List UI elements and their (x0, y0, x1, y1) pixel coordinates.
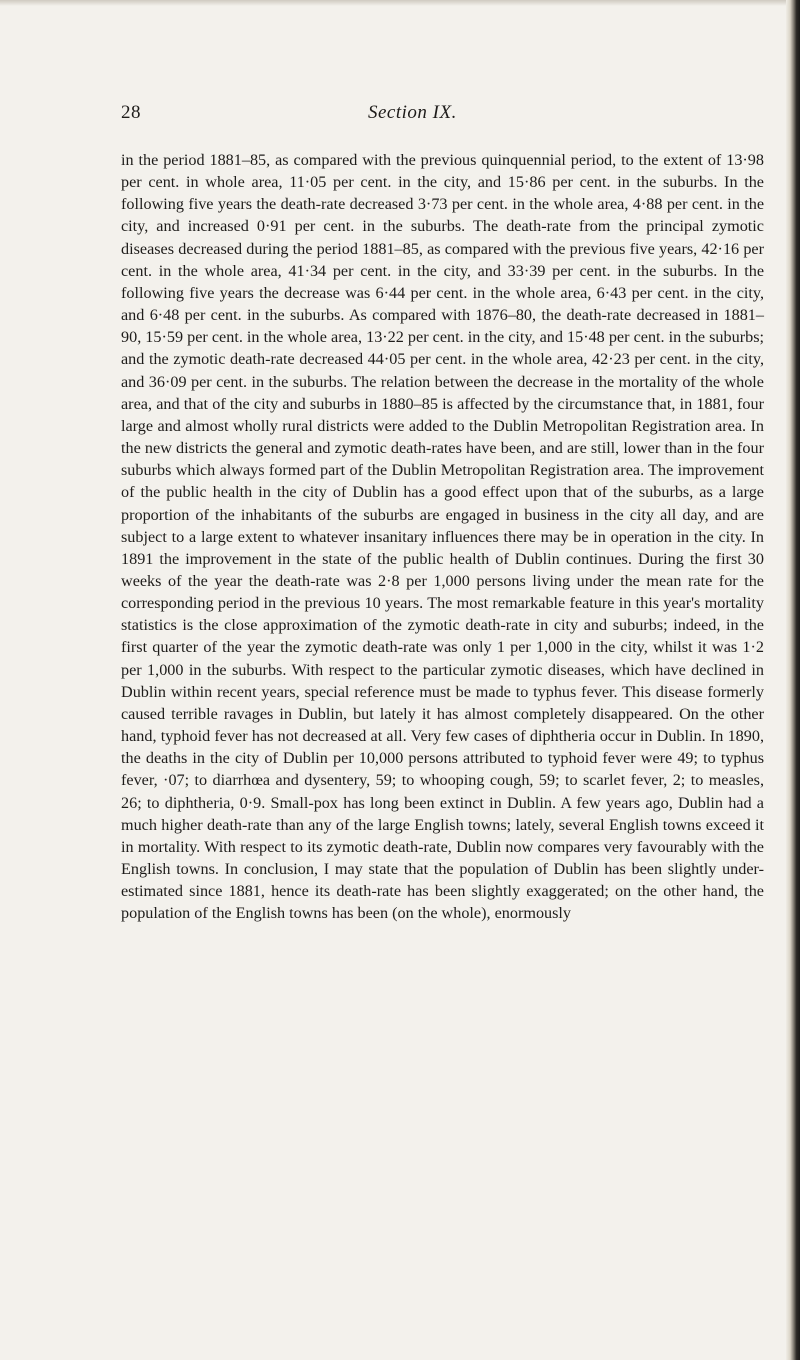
body-paragraph: in the period 1881–85, as compared with the previous quinquennial period, to the extent of 13·98 per cent. in whole area, 11·05 per cent. in the city, and 15·86 per cent. in the suburbs. In the following five years the death-rate decreased 3·73 per cent. in the whole area, 4·88 per cent. in the city, and increased 0·91 per cent. in the suburbs. The death-rate from the principal zymotic diseases decreased during the period 1881–85, as compared with the previous five years, 42·16 per cent. in the whole area, 41·34 per cent. in the city, and 33·39 per cent. in the suburbs. In the following five years the decrease was 6·44 per cent. in the whole area, 6·43 per cent. in the city, and 6·48 per cent. in the suburbs. As compared with 1876–80, the death-rate decreased in 1881–90, 15·59 per cent. in the whole area, 13·22 per cent. in the city, and 15·48 per cent. in the suburbs; and the zymotic death-rate decreased 44·05 per cent. in the whole area, 42·23 per cent. in the city, and 36·09 per cent. in the suburbs. The relation between the decrease in the mortality of the whole area, and that of the city and suburbs in 1880–85 is affected by the circumstance that, in 1881, four large and almost wholly rural districts were added to the Dublin Metropolitan Registration area. In the new districts the general and zymotic death-rates have been, and are still, lower than in the four suburbs which always formed part of the Dublin Metropolitan Registration area. The improvement of the public health in the city of Dublin has a good effect upon that of the suburbs, as a large proportion of the inhabitants of the suburbs are engaged in business in the city all day, and are subject to a large extent to whatever insanitary influences there may be in operation in the city. In 1891 the improvement in the state of the public health of Dublin continues. During the first 30 weeks of the year the death-rate was 2·8 per 1,000 persons living under the mean rate for the corresponding period in the previous 10 years. The most remarkable feature in this year's mortality statistics is the close approximation of the zymotic death-rate in city and suburbs; indeed, in the first quarter of the year the zymotic death-rate was only 1 per 1,000 in the city, whilst it was 1·2 per 1,000 in the suburbs. With respect to the particular zymotic diseases, which have declined in Dublin within recent years, special reference must be made to typhus fever. This disease formerly caused terrible ravages in Dublin, but lately it has almost completely disappeared. On the other hand, typhoid fever has not decreased at all. Very few cases of diphtheria occur in Dublin. In 1890, the deaths in the city of Dublin per 10,000 persons attributed to typhoid fever were 49; to typhus fever, ·07; to diarrhœa and dysentery, 59; to whooping cough, 59; to scarlet fever, 2; to measles, 26; to diphtheria, 0·9. Small-pox has long been extinct in Dublin. A few years ago, Dublin had a much higher death-rate than any of the large English towns; lately, several English towns exceed it in mortality. With respect to its zymotic death-rate, Dublin now compares very favourably with the English towns. In conclusion, I may state that the population of Dublin has been slightly under-estimated since 1881, hence its death-rate has been slightly exaggerated; on the other hand, the population of the English towns has been (on the whole), enormously (121, 151, 764, 923)
page-number: 28 (121, 102, 141, 123)
page-header (121, 102, 761, 128)
top-edge-shadow (0, 0, 790, 6)
page-edge-shadow (786, 0, 800, 1360)
running-head: Section IX. (368, 102, 457, 123)
